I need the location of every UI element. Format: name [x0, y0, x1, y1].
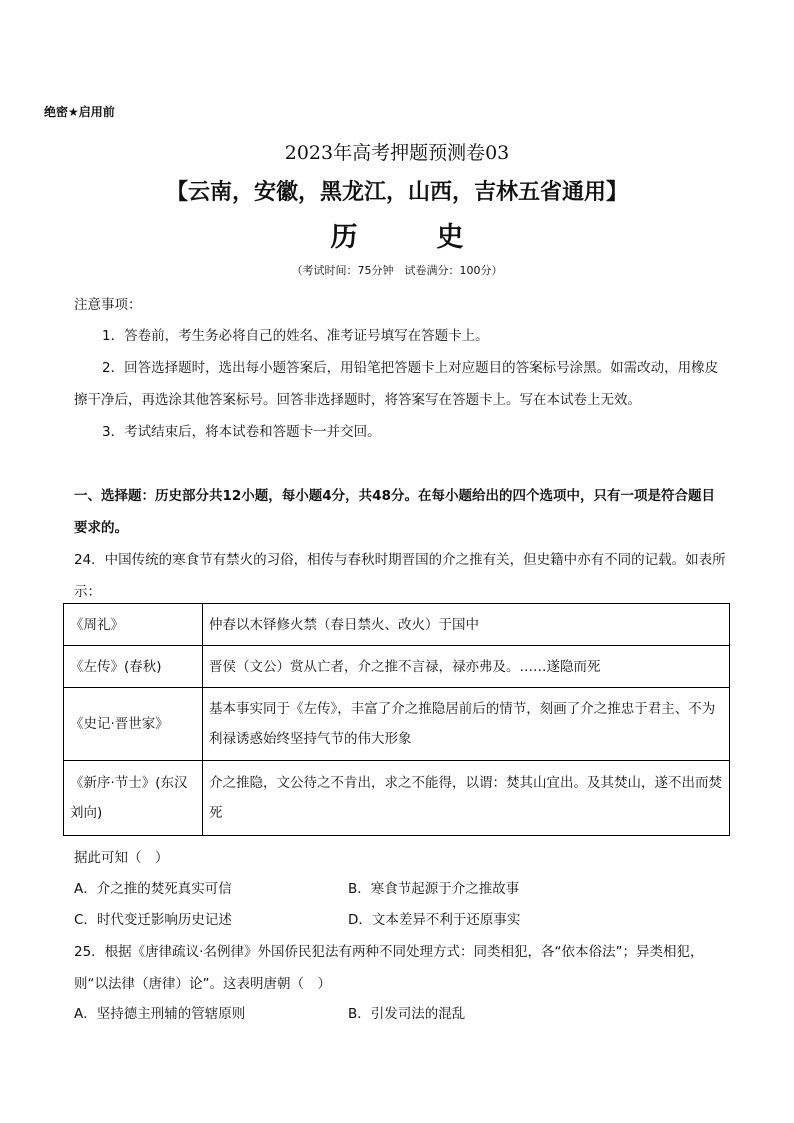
option-a[interactable]: A．坚持德主刑辅的管辖原则 — [74, 1006, 246, 1022]
option-b[interactable]: B．寒食节起源于介之推故事 — [348, 881, 520, 897]
notice-item: 3．考试结束后，将本试卷和答题卡一并交回。 — [102, 424, 381, 440]
table-cell-source: 《左传》(春秋) — [64, 646, 203, 688]
exam-info: （考试时间：75分钟 试卷满分：100分） — [291, 264, 503, 277]
option-b[interactable]: B．引发司法的混乱 — [348, 1006, 466, 1022]
question-24-stem: 24．中国传统的寒食节有禁火的习俗，相传与春秋时期晋国的介之推有关，但史籍中亦有不同的记载。如表所示： — [74, 552, 726, 600]
option-d[interactable]: D．文本差异不利于还原事实 — [348, 912, 521, 928]
table-row — [64, 646, 730, 688]
notice-item: 1．答卷前，考生务必将自己的姓名、准考证号填写在答题卡上。 — [102, 328, 489, 344]
exam-subtitle: 【云南，安徽，黑龙江，山西，吉林五省通用】 — [165, 180, 628, 205]
option-a[interactable]: A．介之推的焚死真实可信 — [74, 881, 232, 897]
table-cell-content: 基本事实同于《左传》，丰富了介之推隐居前后的情节，刻画了介之推忠于君主、不为利禄诱惑始终坚持气节的伟大形象 — [203, 688, 730, 761]
table-cell-content: 介之推隐，文公待之不肯出，求之不能得，以谓：焚其山宜出。及其焚山，遂不出而焚死 — [203, 761, 730, 836]
table-row — [64, 761, 730, 836]
table-cell-source: 《史记·晋世家》 — [64, 688, 203, 761]
table-cell-content: 晋侯（文公）赏从亡者，介之推不言禄，禄亦弗及。……遂隐而死 — [203, 646, 730, 688]
exam-title: 2023年高考押题预测卷03 — [284, 142, 510, 164]
question-25-stem: 25．根据《唐律疏议·名例律》外国侨民犯法有两种不同处理方式：同类相犯，各“依本俗法”；异类相犯，则“以法律（唐律）论”。这表明唐朝（ ） — [74, 944, 704, 992]
table-cell-source: 《周礼》 — [64, 604, 203, 646]
subject-title: 历 史 — [330, 222, 490, 253]
question-24-ask: 据此可知（ ） — [74, 850, 169, 866]
option-c[interactable]: C．时代变迁影响历史记述 — [74, 912, 232, 928]
notice-heading: 注意事项： — [74, 297, 142, 313]
table-cell-source: 《新序·节士》(东汉刘向) — [64, 761, 203, 836]
source-table — [63, 603, 730, 836]
table-cell-content: 仲春以木铎修火禁（春日禁火、改火）于国中 — [203, 604, 730, 646]
notice-item: 2．回答选择题时，选出每小题答案后，用铅笔把答题卡上对应题目的答案标号涂黑。如需改动，用橡皮擦干净后，再选涂其他答案标号。回答非选择题时，将答案写在答题卡上。写在本试卷上无效。 — [74, 360, 719, 408]
confidential-mark: 绝密★启用前 — [44, 105, 115, 119]
section-heading: 一、选择题：历史部分共12小题，每小题4分，共48分。在每小题给出的四个选项中，只有一项是符合题目要求的。 — [74, 488, 715, 536]
table-row — [64, 604, 730, 646]
table-row — [64, 688, 730, 761]
